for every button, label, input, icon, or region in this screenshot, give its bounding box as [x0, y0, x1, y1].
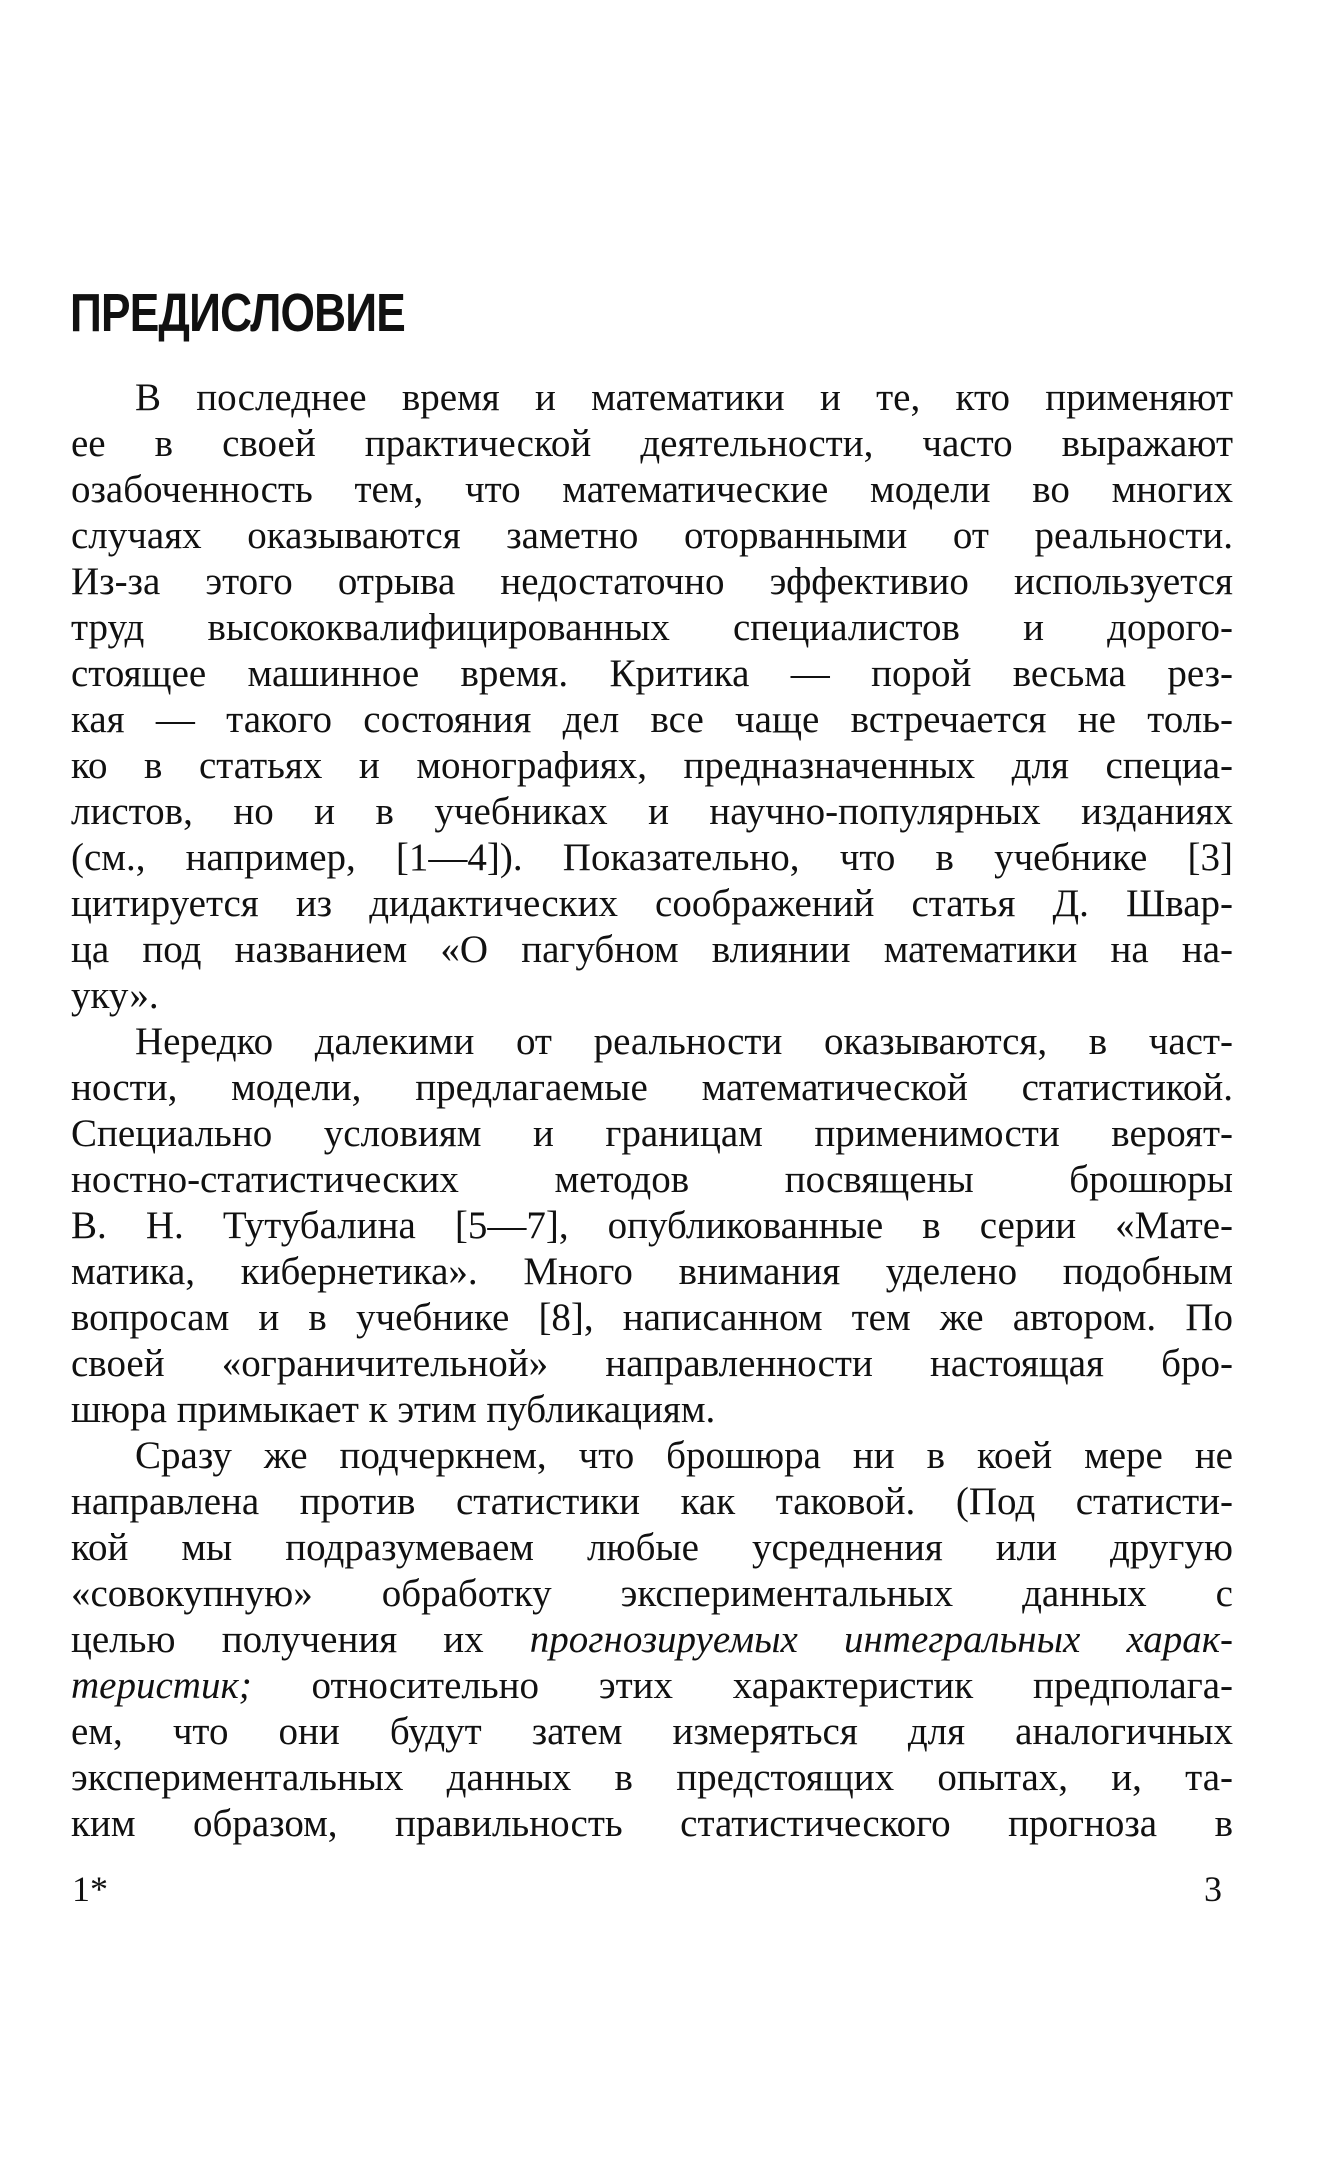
text-line [71, 467, 1233, 513]
text-segment: труд высококвалифицированных специалистов и дорого- [71, 606, 1233, 649]
text-segment: стоящее машинное время. Критика — порой весьма рез- [71, 652, 1233, 695]
text-segment: ца под названием «О пагубном влиянии математики на на- [71, 928, 1233, 971]
text-segment: экспериментальных данных в предстоящих опытах, и, та- [71, 1756, 1233, 1799]
text-segment: матика, кибернетика». Много внимания уделено подобным [71, 1250, 1233, 1293]
text-segment: шюра примыкает к этим публикациям. [71, 1388, 716, 1431]
text-segment: своей «ограничительной» направленности настоящая бро- [71, 1342, 1233, 1385]
text-segment: кая — такого состояния дел все чаще встречается не толь- [71, 698, 1233, 741]
text-line [71, 1387, 1233, 1433]
text-segment: (см., например, [1—4]). Показательно, что в учебнике [3] [71, 836, 1233, 879]
text-segment: В. Н. Тутубалина [5—7], опубликованные в серии «Мате- [71, 1204, 1233, 1247]
text-line [71, 1249, 1233, 1295]
text-line [71, 1157, 1233, 1203]
italic-text: прогнозируемых интегральных харак- [529, 1618, 1233, 1661]
text-line [71, 835, 1233, 881]
text-segment: вопросам и в учебнике [8], написанном тем же автором. По [71, 1296, 1233, 1339]
text-segment: ем, что они будут затем измеряться для аналогичных [71, 1710, 1233, 1753]
text-line [71, 1295, 1233, 1341]
page-title: ПРЕДИСЛОВИЕ [70, 283, 405, 343]
text-line [71, 605, 1233, 651]
text-line [71, 513, 1233, 559]
text-line [71, 1755, 1233, 1801]
text-line [71, 1801, 1233, 1847]
text-segment: случаях оказываются заметно оторванными от реальности. [71, 514, 1233, 557]
text-line [71, 1341, 1233, 1387]
italic-text: теристик; [71, 1664, 252, 1707]
text-segment: относительно этих характеристик предполага- [251, 1664, 1233, 1707]
text-line [71, 375, 1233, 421]
text-line [71, 421, 1233, 467]
text-segment: листов, но и в учебниках и научно-популярных изданиях [71, 790, 1233, 833]
text-line [71, 1479, 1233, 1525]
text-line [71, 1617, 1233, 1663]
text-line [71, 1571, 1233, 1617]
text-segment: цитируется из дидактических соображений статья Д. Швар- [71, 882, 1233, 925]
text-line [71, 559, 1233, 605]
page-number: 3 [1204, 1869, 1222, 1909]
text-line [71, 1019, 1233, 1065]
body-text [71, 375, 1233, 1847]
text-line [71, 1433, 1233, 1479]
text-segment: целью получения их [71, 1618, 530, 1661]
text-segment: ностно-статистических методов посвящены брошюры [71, 1158, 1233, 1201]
text-line [71, 651, 1233, 697]
text-segment: «совокупную» обработку экспериментальных данных с [71, 1572, 1233, 1615]
text-segment: Нередко далекими от реальности оказываются, в част- [135, 1020, 1233, 1063]
text-line [71, 1065, 1233, 1111]
text-line [71, 1709, 1233, 1755]
text-line [71, 1663, 1233, 1709]
text-segment: ности, модели, предлагаемые математической статистикой. [71, 1066, 1233, 1109]
text-segment: ко в статьях и монографиях, предназначенных для специа- [71, 744, 1233, 787]
text-segment: Специально условиям и границам применимости вероят- [71, 1112, 1233, 1155]
text-segment: кой мы подразумеваем любые усреднения или другую [71, 1526, 1233, 1569]
text-line [71, 973, 1233, 1019]
signature-mark: 1* [72, 1869, 108, 1909]
text-line [71, 789, 1233, 835]
text-segment: ким образом, правильность статистического прогноза в [71, 1802, 1233, 1845]
text-line [71, 1525, 1233, 1571]
text-segment: Из-за этого отрыва недостаточно эффективио используется [71, 560, 1233, 603]
text-segment: озабоченность тем, что математические модели во многих [71, 468, 1233, 511]
text-line [71, 1111, 1233, 1157]
text-segment: уку». [71, 974, 159, 1017]
text-segment: В последнее время и математики и те, кто применяют [135, 376, 1233, 419]
text-line [71, 927, 1233, 973]
text-line [71, 743, 1233, 789]
text-line [71, 697, 1233, 743]
text-segment: Сразу же подчеркнем, что брошюра ни в коей мере не [135, 1434, 1233, 1477]
text-segment: направлена против статистики как таковой. (Под статисти- [71, 1480, 1233, 1523]
text-line [71, 881, 1233, 927]
text-segment: ее в своей практической деятельности, часто выражают [71, 422, 1233, 465]
text-line [71, 1203, 1233, 1249]
